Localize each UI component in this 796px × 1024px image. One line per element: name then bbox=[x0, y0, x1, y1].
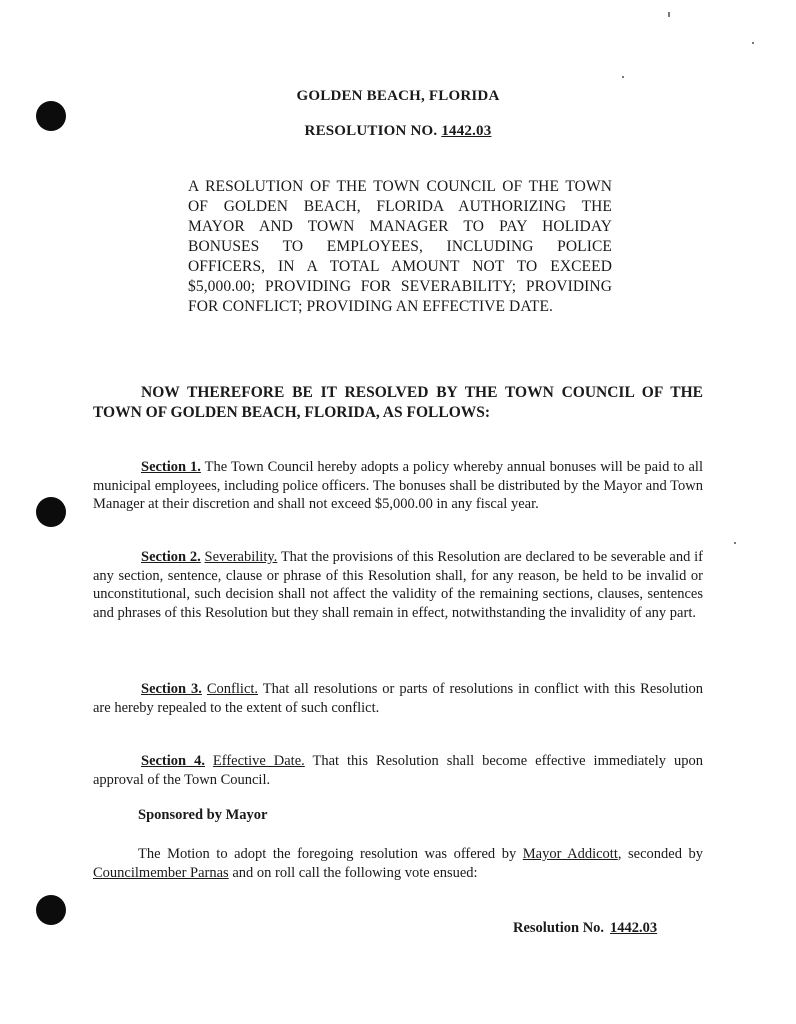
section-3 bbox=[93, 680, 703, 717]
resolution-number-heading bbox=[0, 123, 796, 140]
section-number: Section 4. bbox=[141, 753, 205, 769]
resolution-number: 1442.03 bbox=[441, 123, 492, 139]
scan-speck bbox=[622, 76, 624, 78]
section-number: Section 2. bbox=[141, 549, 201, 565]
motion-mover: Mayor Addicott bbox=[522, 846, 618, 862]
motion-seconder: Councilmember Parnas bbox=[93, 865, 229, 881]
binder-hole-bottom bbox=[36, 895, 66, 925]
resolved-clause: NOW THEREFORE BE IT RESOLVED BY THE TOWN COUNCIL OF THE TOWN OF GOLDEN BEACH, FLORIDA, AS FOLLOWS: bbox=[93, 384, 703, 421]
document-title: GOLDEN BEACH, FLORIDA bbox=[296, 88, 500, 104]
motion-text: , seconded by bbox=[617, 846, 704, 862]
section-text: The Town Council hereby adopts a policy whereby annual bonuses will be paid to all municipal employees, including police officers. The bonuses shall be distributed by the Mayor and Town Manager at their discretion and shall not exceed $5,000.00 in any fiscal year. bbox=[93, 459, 703, 512]
scan-speck bbox=[734, 542, 736, 544]
section-number: Section 3. bbox=[141, 681, 202, 697]
scan-speck bbox=[668, 12, 670, 17]
motion-text: The Motion to adopt the foregoing resolution was offered by bbox=[138, 846, 517, 862]
page-footer bbox=[513, 920, 667, 937]
sponsor-line: Sponsored by Mayor bbox=[138, 807, 268, 823]
section-title: Severability. bbox=[204, 549, 278, 565]
section-text: That all resolutions or parts of resolutions in conflict with this Resolution are hereby repealed to the extent of such conflict. bbox=[93, 681, 704, 716]
section-title: Effective Date. bbox=[212, 753, 305, 769]
footer-label: Resolution No. bbox=[513, 920, 605, 936]
section-text: That the provisions of this Resolution are declared to be severable and if any section, sentence, clause or phrase of this Resolution shall, for any reason, be held to be invalid or unconstitutional, such decision shall not affect the validity of the remaining sections, clauses, sentences and phrases of this Resolution but they shall remain in effect, notwithstanding the invalidity of any part. bbox=[93, 549, 703, 621]
section-2 bbox=[93, 548, 703, 622]
binder-hole-middle bbox=[36, 497, 66, 527]
scan-speck bbox=[752, 42, 754, 44]
section-number: Section 1. bbox=[141, 459, 201, 475]
resolution-abstract: A RESOLUTION OF THE TOWN COUNCIL OF THE TOWN OF GOLDEN BEACH, FLORIDA AUTHORIZING THE MAYOR AND TOWN MANAGER TO PAY HOLIDAY BONUSES TO EMPLOYEES, INCLUDING POLICE OFFICERS, IN A TOTAL AMOUNT NOT TO EXCEED $5,000.00; PROVIDING FOR SEVERABILITY; PROVIDING FOR CONFLICT; PROVIDING AN EFFECTIVE DATE. bbox=[188, 178, 612, 315]
resolution-label: RESOLUTION NO. bbox=[304, 123, 438, 139]
footer-resolution-number: 1442.03 bbox=[610, 920, 658, 936]
motion-text: and on roll call the following vote ensued: bbox=[232, 865, 478, 881]
section-4 bbox=[93, 752, 703, 789]
section-title: Conflict. bbox=[206, 681, 259, 697]
section-1 bbox=[93, 458, 703, 514]
section-text: That this Resolution shall become effective immediately upon approval of the Town Council. bbox=[93, 753, 703, 788]
motion-paragraph bbox=[93, 845, 703, 883]
